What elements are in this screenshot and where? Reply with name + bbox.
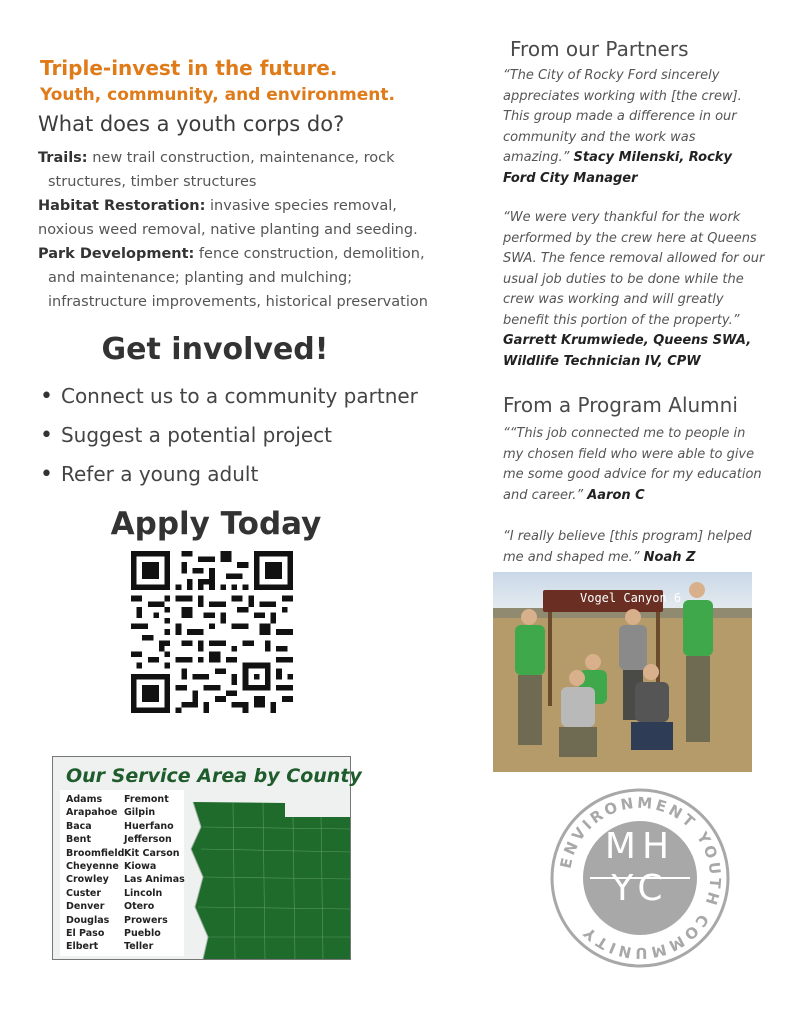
county-item: Cheyenne xyxy=(66,861,119,873)
apply-today-heading: Apply Today xyxy=(110,506,322,542)
county-item: Arapahoe xyxy=(66,807,118,819)
county-item: Las Animas xyxy=(124,874,185,886)
county-item: Gilpin xyxy=(124,807,156,819)
county-item: Fremont xyxy=(124,794,169,805)
county-item: Prowers xyxy=(124,914,168,926)
county-item: Jefferson xyxy=(124,834,172,846)
quote-text: ““This job connected me to people in my chosen field who were able to give me some good advice for my education and career.” xyxy=(503,426,762,503)
quote-author: Aaron C xyxy=(587,487,645,503)
county-column-1 xyxy=(66,793,124,954)
get-involved-heading: Get involved! xyxy=(101,332,329,367)
activity-text: infrastructure improvements, historical preservation xyxy=(48,294,428,310)
county-item: Crowley xyxy=(66,874,109,886)
activity-text: and maintenance; planting and mulching; xyxy=(48,270,353,286)
logo-letters-bottom: YC xyxy=(611,868,669,909)
section-heading-youth-corps: What does a youth corps do? xyxy=(38,112,345,136)
county-item: Broomfield xyxy=(66,847,125,859)
quote-author: Noah Z xyxy=(643,549,696,565)
county-item: Huerfano xyxy=(124,820,174,832)
activity-trails xyxy=(38,146,458,194)
activity-habitat xyxy=(38,194,458,242)
list-item: • Refer a young adult xyxy=(40,456,418,495)
county-item: Douglas xyxy=(66,914,110,926)
quote-author: Stacy Milenski, Rocky Ford City Manager xyxy=(503,150,732,186)
county-item: Bent xyxy=(66,834,91,846)
county-item: Otero xyxy=(124,901,155,913)
county-item: Adams xyxy=(66,794,103,805)
county-item: Pueblo xyxy=(124,928,161,940)
headline-triple-invest: Triple-invest in the future. xyxy=(40,56,338,80)
alumni-heading: From a Program Alumni xyxy=(503,393,738,417)
quote-text: “I really believe [this program] helped me and shaped me.” xyxy=(503,529,752,565)
county-item: Custer xyxy=(66,887,102,899)
alumni-quote-2 xyxy=(503,527,765,568)
activity-text: structures, timber structures xyxy=(48,174,257,190)
activity-text: noxious weed removal, native planting and seeding. xyxy=(38,222,418,238)
logo-ring-text: ENVIRONMENT YOUTH COMMUNITY xyxy=(556,793,725,963)
map-title: Our Service Area by County xyxy=(66,765,362,787)
partner-quote-1 xyxy=(503,66,765,189)
activity-park xyxy=(38,242,458,314)
qr-code[interactable] xyxy=(131,551,293,713)
list-item: • Suggest a potential project xyxy=(40,417,418,456)
county-item: El Paso xyxy=(66,928,105,940)
headline-youth-community: Youth, community, and environment. xyxy=(40,85,395,105)
partners-heading: From our Partners xyxy=(510,37,689,61)
sign-text: Vogel Canyon 6 xyxy=(580,591,682,605)
activity-text: invasive species removal, xyxy=(205,198,397,214)
person xyxy=(515,609,545,745)
county-item: Teller xyxy=(124,941,154,953)
person xyxy=(683,582,713,742)
county-item: Baca xyxy=(66,820,92,832)
alumni-quote-1 xyxy=(503,424,765,506)
partner-quote-2 xyxy=(503,208,765,372)
county-item: Denver xyxy=(66,901,105,913)
list-item: • Connect us to a community partner xyxy=(40,378,418,417)
quote-text: “We were very thankful for the work performed by the crew here at Queens SWA. The fence removal allowed for our usual job duties to be done while the crew was working and will greatly benefit this portion of the property.” xyxy=(503,210,765,328)
logo-letters-top: MH xyxy=(604,826,676,867)
county-item: Kit Carson xyxy=(124,847,180,859)
activity-text: new trail construction, maintenance, rock xyxy=(87,150,395,166)
county-column-2 xyxy=(124,793,185,954)
county-item: Lincoln xyxy=(124,887,163,899)
involvement-list xyxy=(40,378,418,495)
activity-text: fence construction, demolition, xyxy=(194,246,425,262)
activity-label: Habitat Restoration: xyxy=(38,198,206,214)
activity-label: Park Development: xyxy=(38,246,195,262)
quote-author: Garrett Krumwiede, Queens SWA, Wildlife Technician IV, CPW xyxy=(503,333,752,369)
activity-label: Trails: xyxy=(38,150,88,166)
quote-text: “The City of Rocky Ford sincerely appreciates working with [the crew]. This group made a difference in our community and the work was amazing.” xyxy=(503,68,742,165)
county-item: Kiowa xyxy=(124,861,157,873)
county-item: Elbert xyxy=(66,941,99,953)
